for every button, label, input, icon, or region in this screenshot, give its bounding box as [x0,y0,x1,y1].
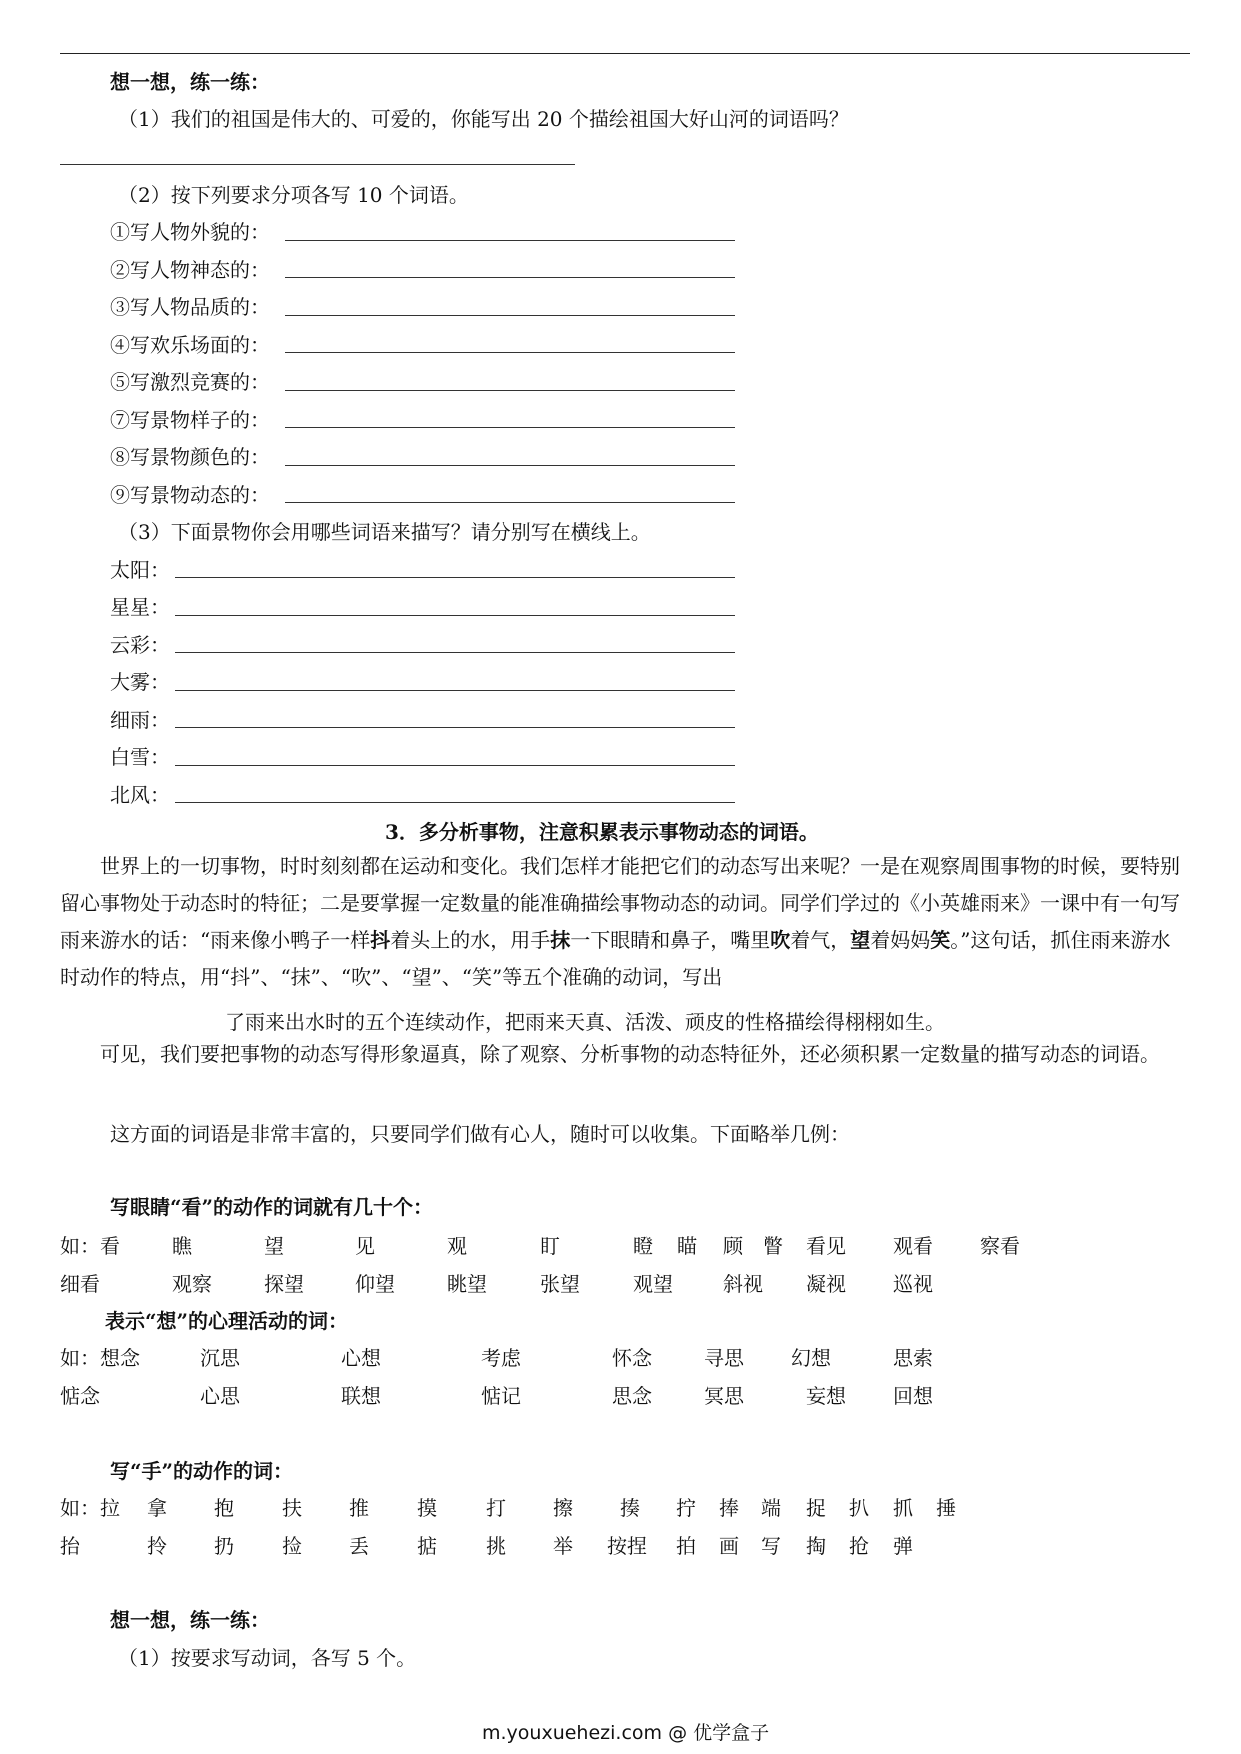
word: 打 [486,1496,506,1520]
top-rule [60,53,1190,54]
word: 斜视 [723,1272,763,1296]
q3-answer-line[interactable] [175,652,735,653]
word: 丢 [349,1534,369,1558]
p1-text: 着妈妈 [870,928,931,952]
word: 瞪 [633,1234,653,1258]
word: 掏 [806,1534,826,1558]
word: 思念 [612,1384,652,1408]
word: 见 [355,1234,375,1258]
q2-item-label: ⑦写景物样子的： [110,408,270,432]
highlight-word: 吹 [770,928,791,952]
q3-item-label: 星星： [110,595,170,619]
q2-item-label: ⑧写景物颜色的： [110,445,270,469]
paragraph-3: 这方面的词语是非常丰富的，只要同学们做有心人，随时可以收集。下面略举几例： [110,1122,850,1146]
q2-answer-line[interactable] [285,465,735,466]
q3-answer-line[interactable] [175,615,735,616]
word: 思索 [893,1346,933,1370]
word: 观察 [172,1272,212,1296]
word: 妄想 [806,1384,846,1408]
word: 观 [447,1234,467,1258]
hand-words-heading: 写“手”的动作的词： [110,1459,294,1483]
word: 抓 [893,1496,913,1520]
word: 考虑 [481,1346,521,1370]
think-words-heading: 表示“想”的心理活动的词： [105,1309,349,1333]
q2-item-label: ⑤写激烈竞赛的： [110,370,270,394]
word: 摸 [417,1496,437,1520]
highlight-word: 抖 [370,928,391,952]
word: 端 [761,1496,781,1520]
q2-item-label: ⑨写景物动态的： [110,483,270,507]
word: 按捏 [607,1534,647,1558]
highlight-word: 笑 [930,928,951,952]
word: 弹 [893,1534,913,1558]
word: 拿 [147,1496,167,1520]
word: 举 [553,1534,573,1558]
q3-item-label: 细雨： [110,708,170,732]
q2-item-label: ③写人物品质的： [110,295,270,319]
word: 看见 [806,1234,846,1258]
q3-item-label: 云彩： [110,633,170,657]
q3-item-label: 北风： [110,783,170,807]
word: 瞥 [763,1234,783,1258]
word: 回想 [893,1384,933,1408]
word: 望 [264,1234,284,1258]
word: 细看 [60,1272,100,1296]
q3-answer-line[interactable] [175,577,735,578]
paragraph-2: 可见，我们要把事物的动态写得形象逼真，除了观察、分析事物的动态特征外，还必须积累一定数量的描写动态的词语。 [100,1042,1160,1066]
q3-answer-line[interactable] [175,765,735,766]
highlight-word: 望 [850,928,871,952]
word: 惦念 [60,1384,100,1408]
word: 凝视 [806,1272,846,1296]
word: 顾 [723,1234,743,1258]
word: 擦 [553,1496,573,1520]
q2-item-label: ④写欢乐场面的： [110,333,270,357]
word: 探望 [264,1272,304,1296]
word: 眺望 [447,1272,487,1296]
word: 仰望 [355,1272,395,1296]
word: 观看 [893,1234,933,1258]
q3-answer-line[interactable] [175,802,735,803]
word: 抢 [849,1534,869,1558]
word: 怀念 [612,1346,652,1370]
q2-answer-line[interactable] [285,390,735,391]
final-heading: 想一想，练一练： [110,1608,270,1632]
footer-watermark: m.youxuehezi.com @ 优学盒子 [482,1722,770,1744]
word: 写 [761,1534,781,1558]
word: 察看 [980,1234,1020,1258]
q2-answer-line[interactable] [285,352,735,353]
word: 扔 [214,1534,234,1558]
paragraph-1-last-line: 了雨来出水时的五个连续动作，把雨来天真、活泼、顽皮的性格描绘得栩栩如生。 [225,1010,945,1034]
word: 冥思 [704,1384,744,1408]
paragraph-1 [60,848,1190,996]
word: 画 [719,1534,739,1558]
word: 挑 [486,1534,506,1558]
look-words-heading: 写眼睛“看”的动作的词就有几十个： [110,1195,434,1219]
word: 如：想念 [60,1346,140,1370]
word: 如：看 [60,1234,120,1258]
word: 捧 [719,1496,739,1520]
question-3: （3）下面景物你会用哪些词语来描写？请分别写在横线上。 [118,520,651,544]
section-3-title: 3．多分析事物，注意积累表示事物动态的词语。 [385,820,819,844]
word: 幻想 [791,1346,831,1370]
word: 联想 [341,1384,381,1408]
answer-line-q1[interactable] [60,164,575,165]
p1-text: 。”这句话，抓住雨来游水时动作的特点，用“抖”、“抹”、“吹”、“望”、“笑”等五个准确的动词，写出 [60,928,1171,989]
p1-text: 一下眼睛和鼻子，嘴里 [570,928,771,952]
q3-answer-line[interactable] [175,690,735,691]
q3-item-label: 太阳： [110,558,170,582]
word: 推 [349,1496,369,1520]
word: 张望 [540,1272,580,1296]
word: 寻思 [704,1346,744,1370]
q3-answer-line[interactable] [175,727,735,728]
word: 抱 [214,1496,234,1520]
word: 瞧 [172,1234,192,1258]
section-heading: 想一想，练一练： [110,70,270,94]
p1-text: 着气， [790,928,851,952]
word: 捉 [806,1496,826,1520]
word: 揍 [620,1496,640,1520]
word: 掂 [417,1534,437,1558]
p1-text: 世界上的一切事物，时时刻刻都在运动和变化。我们怎样才能把它们的动态写出来呢？一是在观察周围事物的时候，要特别留心事物处于动态时的特征；二是要掌握一定数量的能准确描绘事物动态的动词。同学们学过的《小英雄雨来》一课中有一句写雨来游水的话：“雨来像小鸭子一样 [60,854,1180,952]
word: 捶 [936,1496,956,1520]
word: 观望 [633,1272,673,1296]
p1-text: 着头上的水，用手 [390,928,551,952]
q3-item-label: 大雾： [110,670,170,694]
word: 拎 [147,1534,167,1558]
word: 拧 [676,1496,696,1520]
question-1: （1）我们的祖国是伟大的、可爱的，你能写出 20 个描绘祖国大好山河的词语吗？ [118,107,849,131]
word: 拍 [676,1534,696,1558]
q2-item-label: ①写人物外貌的： [110,220,270,244]
q2-item-label: ②写人物神态的： [110,258,270,282]
q2-answer-line[interactable] [285,315,735,316]
word: 扶 [282,1496,302,1520]
word: 如：拉 [60,1496,120,1520]
word: 捡 [282,1534,302,1558]
final-question-1: （1）按要求写动词，各写 5 个。 [118,1646,417,1670]
word: 瞄 [677,1234,697,1258]
q3-item-label: 白雪： [110,745,170,769]
word: 盯 [540,1234,560,1258]
q2-answer-line[interactable] [285,277,735,278]
word: 惦记 [481,1384,521,1408]
question-2: （2）按下列要求分项各写 10 个词语。 [118,183,469,207]
q2-answer-line[interactable] [285,240,735,241]
word: 巡视 [893,1272,933,1296]
word: 心思 [200,1384,240,1408]
word: 沉思 [200,1346,240,1370]
q2-answer-line[interactable] [285,427,735,428]
word: 心想 [341,1346,381,1370]
highlight-word: 抹 [550,928,571,952]
word: 扒 [849,1496,869,1520]
q2-answer-line[interactable] [285,502,735,503]
word: 抬 [60,1534,80,1558]
